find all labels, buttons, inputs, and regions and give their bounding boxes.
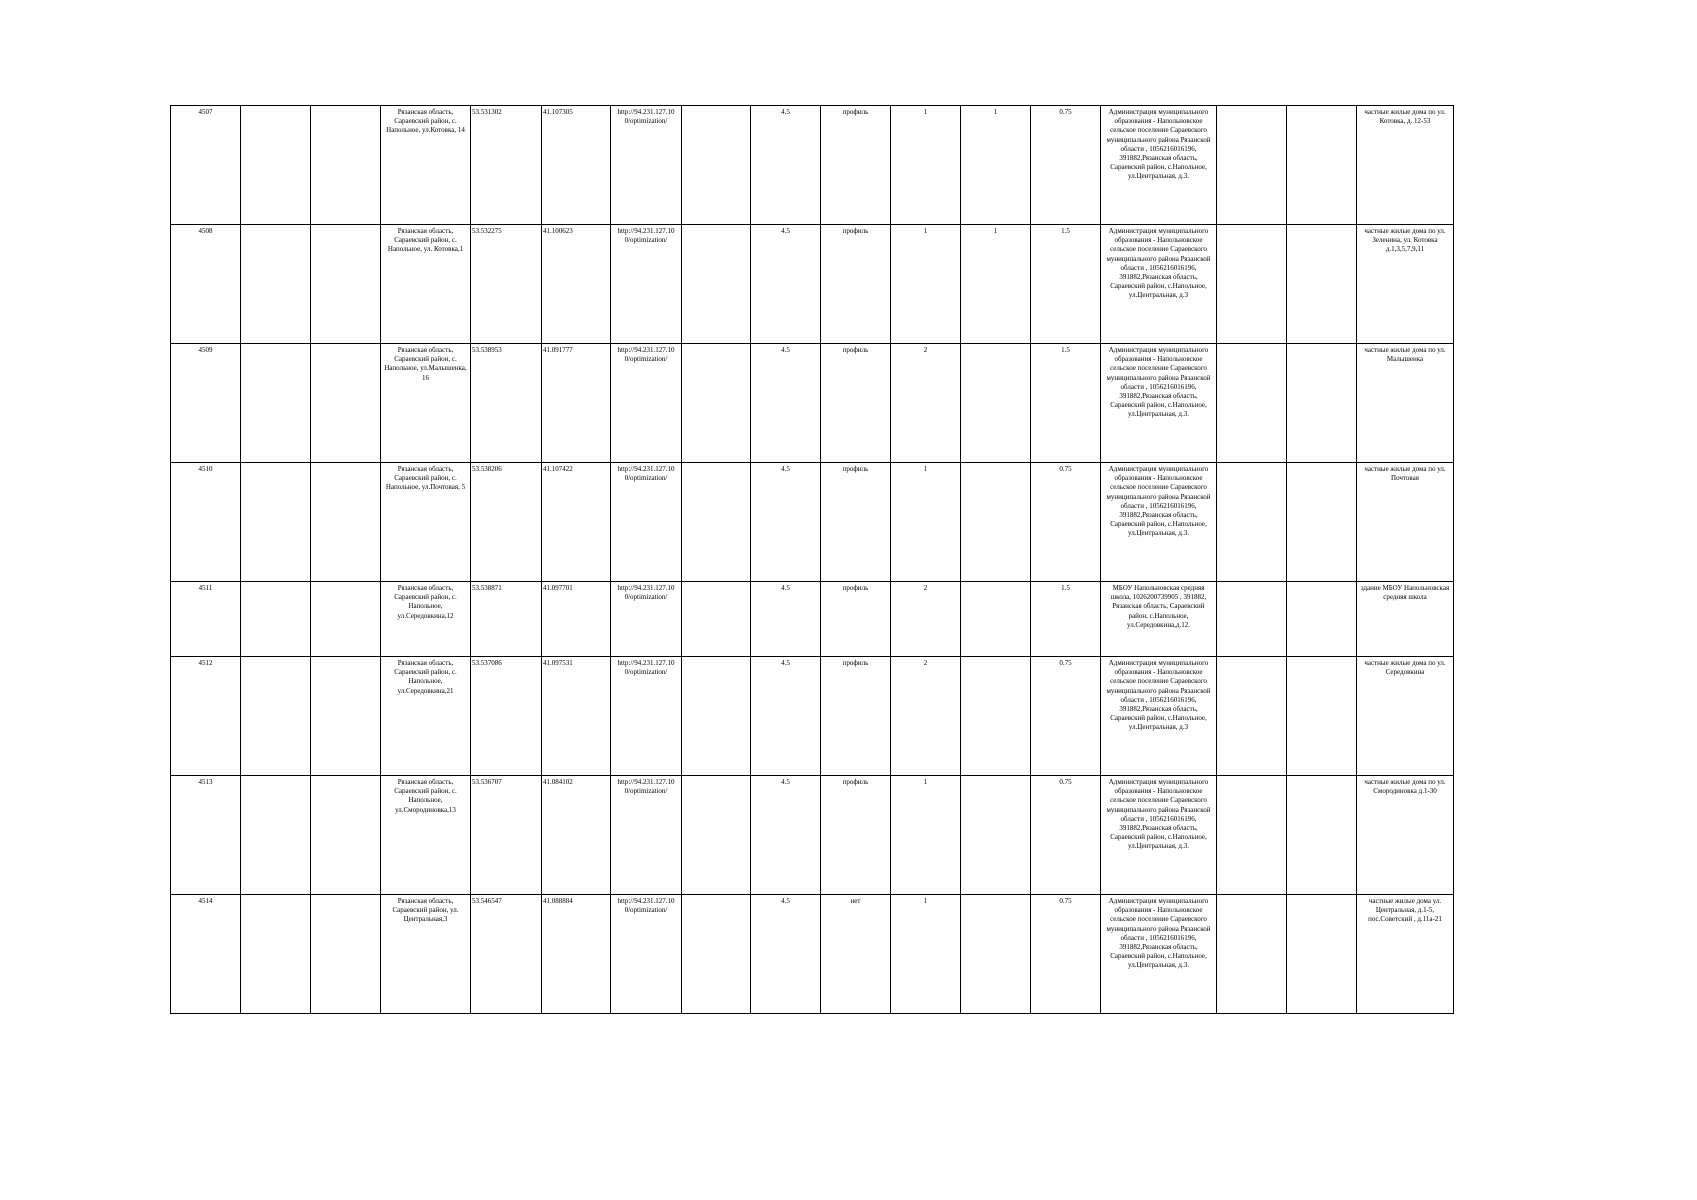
row-number: 4507 <box>171 106 241 225</box>
url-cell[interactable]: http://94.231.127.10 0/optimization/ <box>611 344 682 463</box>
address-cell: Рязанская область, Сараевский район, с. Напольное, ул.Смородиновка,13 <box>381 776 471 895</box>
area-cell: 4.5 <box>751 106 821 225</box>
waste-source-cell: частные жилые дома по ул. Зеленина, ул. Котовка д.1,3,5,7,9,11 <box>1357 225 1454 344</box>
empty-cell <box>1287 895 1357 1014</box>
empty-cell <box>1217 657 1287 776</box>
table-row <box>171 106 1454 225</box>
empty-cell <box>311 106 381 225</box>
area-cell: 4.5 <box>751 895 821 1014</box>
row-number: 4512 <box>171 657 241 776</box>
empty-cell <box>1217 344 1287 463</box>
latitude-cell: 53.536707 <box>471 776 542 895</box>
volume-cell: 0.75 <box>1031 776 1101 895</box>
longitude-cell: 41.097531 <box>542 657 611 776</box>
table-row <box>171 895 1454 1014</box>
owner-cell: Администрация муниципального образования - Напольновское сельское поселение Сараевского муниципального района Рязанской области , 1056216016196, 391882,Рязанская область, Сараевский район, с.Напольное, ул.Центральная, д.3. <box>1101 895 1217 1014</box>
container-count-2-cell: 1 <box>961 225 1031 344</box>
owner-cell: Администрация муниципального образования - Напольновское сельское поселение Сараевского муниципального района Рязанской области , 1056216016196, 391882,Рязанская область, Сараевский район, с.Напольное, ул.Центральная, д.3. <box>1101 106 1217 225</box>
address-cell: Рязанская область, Сараевский район, с. Напольное, ул.Малышенка, 16 <box>381 344 471 463</box>
table-body <box>171 106 1454 1014</box>
empty-cell <box>241 106 311 225</box>
empty-cell <box>1217 106 1287 225</box>
empty-cell <box>1217 225 1287 344</box>
container-count-cell: 2 <box>891 582 961 657</box>
table-row <box>171 582 1454 657</box>
container-count-2-cell <box>961 582 1031 657</box>
address-cell: Рязанская область, Сараевский район, ул. Центральная,3 <box>381 895 471 1014</box>
container-count-cell: 1 <box>891 895 961 1014</box>
container-count-cell: 2 <box>891 344 961 463</box>
surface-cell: нет <box>821 895 891 1014</box>
address-cell: Рязанская область, Сараевский район, с. Напольное, ул. Котовка,1 <box>381 225 471 344</box>
table-row <box>171 344 1454 463</box>
longitude-cell: 41.107305 <box>542 106 611 225</box>
waste-source-cell: здание МБОУ Напольновская средняя школа <box>1357 582 1454 657</box>
longitude-cell: 41.084102 <box>542 776 611 895</box>
container-count-2-cell: 1 <box>961 106 1031 225</box>
empty-cell <box>311 463 381 582</box>
volume-cell: 1.5 <box>1031 225 1101 344</box>
address-cell: Рязанская область, Сараевский район, с. Напольное, ул.Середовкина,21 <box>381 657 471 776</box>
empty-cell <box>241 582 311 657</box>
area-cell: 4.5 <box>751 463 821 582</box>
url-cell[interactable]: http://94.231.127.10 0/optimization/ <box>611 657 682 776</box>
empty-cell <box>311 895 381 1014</box>
empty-cell <box>682 225 751 344</box>
latitude-cell: 53.538206 <box>471 463 542 582</box>
surface-cell: профиль <box>821 776 891 895</box>
waste-source-cell: частные жилые дома ул. Центральная, д.1-5, пос.Советский , д.11а-21 <box>1357 895 1454 1014</box>
address-cell: Рязанская область, Сараевский район, с. Напольное, ул.Почтовая, 5 <box>381 463 471 582</box>
container-count-2-cell <box>961 344 1031 463</box>
longitude-cell: 41.091777 <box>542 344 611 463</box>
empty-cell <box>311 776 381 895</box>
table-row <box>171 657 1454 776</box>
latitude-cell: 53.538871 <box>471 582 542 657</box>
latitude-cell: 53.531302 <box>471 106 542 225</box>
empty-cell <box>1287 106 1357 225</box>
empty-cell <box>1287 344 1357 463</box>
empty-cell <box>311 582 381 657</box>
table-row <box>171 776 1454 895</box>
empty-cell <box>241 657 311 776</box>
owner-cell: Администрация муниципального образования - Напольновское сельское поселение Сараевского муниципального района Рязанской области , 1056216016196, 391882,Рязанская область, Сараевский район, с.Напольное, ул.Центральная, д.3. <box>1101 776 1217 895</box>
latitude-cell: 53.538953 <box>471 344 542 463</box>
row-number: 4510 <box>171 463 241 582</box>
waste-source-cell: частные жилые дома по ул. Малышенка <box>1357 344 1454 463</box>
row-number: 4509 <box>171 344 241 463</box>
empty-cell <box>682 106 751 225</box>
waste-source-cell: частные жилые дома по ул. Почтовая <box>1357 463 1454 582</box>
row-number: 4514 <box>171 895 241 1014</box>
url-cell[interactable]: http://94.231.127.10 0/optimization/ <box>611 463 682 582</box>
row-number: 4513 <box>171 776 241 895</box>
empty-cell <box>311 225 381 344</box>
empty-cell <box>682 463 751 582</box>
empty-cell <box>1287 582 1357 657</box>
empty-cell <box>1217 895 1287 1014</box>
empty-cell <box>241 895 311 1014</box>
surface-cell: профиль <box>821 463 891 582</box>
table-row <box>171 225 1454 344</box>
surface-cell: профиль <box>821 344 891 463</box>
empty-cell <box>682 657 751 776</box>
container-count-2-cell <box>961 463 1031 582</box>
owner-cell: Администрация муниципального образования - Напольновское сельское поселение Сараевского муниципального района Рязанской области , 1056216016196, 391882,Рязанская область, Сараевский район, с.Напольное, ул.Центральная, д.3. <box>1101 344 1217 463</box>
empty-cell <box>682 776 751 895</box>
empty-cell <box>241 225 311 344</box>
empty-cell <box>1217 463 1287 582</box>
registry-table <box>170 105 1454 1014</box>
container-count-cell: 1 <box>891 225 961 344</box>
longitude-cell: 41.088884 <box>542 895 611 1014</box>
area-cell: 4.5 <box>751 776 821 895</box>
owner-cell: Администрация муниципального образования - Напольновское сельское поселение Сараевского муниципального района Рязанской области , 1056216016196, 391882,Рязанская область, Сараевский район, с.Напольное, ул.Центральная, д.3. <box>1101 463 1217 582</box>
waste-source-cell: частные жилые дома по ул. Смородиновка д.1-30 <box>1357 776 1454 895</box>
empty-cell <box>682 344 751 463</box>
url-cell[interactable]: http://94.231.127.10 0/optimization/ <box>611 225 682 344</box>
empty-cell <box>1217 776 1287 895</box>
empty-cell <box>1287 657 1357 776</box>
empty-cell <box>241 776 311 895</box>
volume-cell: 0.75 <box>1031 895 1101 1014</box>
latitude-cell: 53.537086 <box>471 657 542 776</box>
longitude-cell: 41.107422 <box>542 463 611 582</box>
owner-cell: Администрация муниципального образования - Напольновское сельское поселение Сараевского муниципального района Рязанской области , 1056216016196, 391882,Рязанская область, Сараевский район, с.Напольное, ул.Центральная, д.3 <box>1101 657 1217 776</box>
longitude-cell: 41.097701 <box>542 582 611 657</box>
volume-cell: 0.75 <box>1031 657 1101 776</box>
surface-cell: профиль <box>821 225 891 344</box>
empty-cell <box>682 895 751 1014</box>
container-count-cell: 1 <box>891 106 961 225</box>
container-count-2-cell <box>961 657 1031 776</box>
table-row <box>171 463 1454 582</box>
waste-source-cell: частные жилые дома по ул. Середовкина <box>1357 657 1454 776</box>
empty-cell <box>1217 582 1287 657</box>
container-count-cell: 1 <box>891 463 961 582</box>
longitude-cell: 41.100623 <box>542 225 611 344</box>
container-count-cell: 2 <box>891 657 961 776</box>
empty-cell <box>1287 463 1357 582</box>
container-count-2-cell <box>961 776 1031 895</box>
empty-cell <box>1287 776 1357 895</box>
container-count-2-cell <box>961 895 1031 1014</box>
address-cell: Рязанская область, Сараевский район, с. Напольное, ул.Котовка, 14 <box>381 106 471 225</box>
empty-cell <box>1287 225 1357 344</box>
waste-source-cell: частные жилые дома по ул. Котовка, д. 12-53 <box>1357 106 1454 225</box>
owner-cell: МБОУ Напольновская средняя школа, 1026200739905 , 391882, Рязанская область, Сараевский район, с.Напольное, ул.Середовкина,д.12. <box>1101 582 1217 657</box>
row-number: 4511 <box>171 582 241 657</box>
surface-cell: профиль <box>821 106 891 225</box>
area-cell: 4.5 <box>751 225 821 344</box>
area-cell: 4.5 <box>751 582 821 657</box>
volume-cell: 1.5 <box>1031 344 1101 463</box>
surface-cell: профиль <box>821 657 891 776</box>
empty-cell <box>682 582 751 657</box>
area-cell: 4.5 <box>751 657 821 776</box>
url-cell[interactable]: http://94.231.127.10 0/optimization/ <box>611 895 682 1014</box>
container-count-cell: 1 <box>891 776 961 895</box>
url-cell[interactable]: http://94.231.127.10 0/optimization/ <box>611 106 682 225</box>
empty-cell <box>241 463 311 582</box>
empty-cell <box>241 344 311 463</box>
empty-cell <box>311 344 381 463</box>
url-cell[interactable]: http://94.231.127.10 0/optimization/ <box>611 776 682 895</box>
volume-cell: 0.75 <box>1031 106 1101 225</box>
address-cell: Рязанская область, Сараевский район, с. Напольное, ул.Середовкина,12 <box>381 582 471 657</box>
url-cell[interactable]: http://94.231.127.10 0/optimization/ <box>611 582 682 657</box>
area-cell: 4.5 <box>751 344 821 463</box>
volume-cell: 1.5 <box>1031 582 1101 657</box>
latitude-cell: 53.546547 <box>471 895 542 1014</box>
row-number: 4508 <box>171 225 241 344</box>
surface-cell: профиль <box>821 582 891 657</box>
owner-cell: Администрация муниципального образования - Напольновское сельское поселение Сараевского муниципального района Рязанской области , 1056216016196, 391882,Рязанская область, Сараевский район, с.Напольное, ул.Центральная, д.3 <box>1101 225 1217 344</box>
empty-cell <box>311 657 381 776</box>
latitude-cell: 53.532275 <box>471 225 542 344</box>
volume-cell: 0.75 <box>1031 463 1101 582</box>
